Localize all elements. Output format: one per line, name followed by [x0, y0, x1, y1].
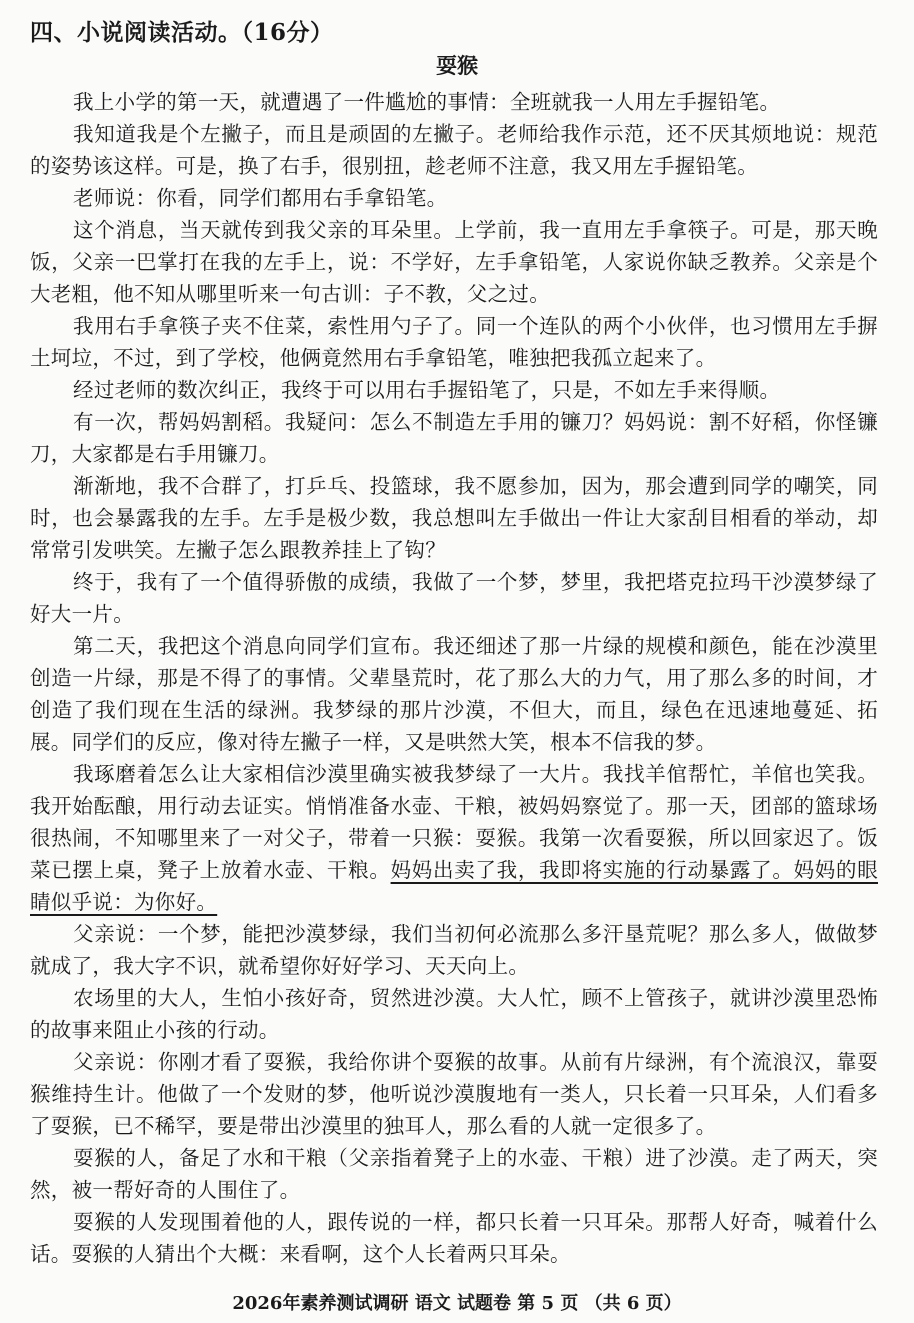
- paragraph: 经过老师的数次纠正，我终于可以用右手握铅笔了，只是，不如左手来得顺。: [73, 378, 781, 402]
- paragraph: 第二天，我把这个消息向同学们宣布。我还细述了那一片绿的规模和颜色，能在沙漠里创造一片绿，那是不得了的事情。父辈垦荒时，花了那么大的力气，用了那么多的时间，才创造了我们现在生活的绿洲。我梦绿的那片沙漠，不但大，而且，绿色在迅速地蔓延、拓展。同学们的反应，像对待左撇子一样，又是哄然大笑，根本不信我的梦。: [30, 634, 878, 754]
- paragraph: 父亲说：一个梦，能把沙漠梦绿，我们当初何必流那么多汗垦荒呢？那么多人，做做梦就成了，我大字不识，就希望你好好学习、天天向上。: [30, 922, 878, 978]
- paragraph: 我用右手拿筷子夹不住菜，索性用勺子了。同一个连队的两个小伙伴，也习惯用左手摒土坷垃，不过，到了学校，他俩竟然用右手拿铅笔，唯独把我孤立起来了。: [30, 314, 878, 370]
- paragraph: 有一次，帮妈妈割稻。我疑问：怎么不制造左手用的镰刀？妈妈说：割不好稻，你怪镰刀，大家都是右手用镰刀。: [30, 410, 878, 466]
- paragraph: 渐渐地，我不合群了，打乒乓、投篮球，我不愿参加，因为，那会遭到同学的嘲笑，同时，也会暴露我的左手。左手是极少数，我总想叫左手做出一件让大家刮目相看的举动，却常常引发哄笑。左撇子怎么跟教养挂上了钩？: [30, 474, 878, 562]
- underlined-sentence: 妈妈出卖了我，我即将实施的行动暴露了。妈妈的眼睛似乎说：为你好。: [30, 858, 878, 914]
- paragraph: 我上小学的第一天，就遭遇了一件尴尬的事情：全班就我一人用左手握铅笔。: [73, 90, 781, 114]
- story-body: [30, 86, 878, 1270]
- paragraph: 终于，我有了一个值得骄傲的成绩，我做了一个梦，梦里，我把塔克拉玛干沙漠梦绿了好大一片。: [30, 570, 878, 626]
- paragraph: 耍猴的人，备足了水和干粮（父亲指着凳子上的水壶、干粮）进了沙漠。走了两天，突然，被一帮好奇的人围住了。: [30, 1146, 878, 1202]
- paragraph-with-underline: [30, 758, 878, 918]
- page-footer: 2026年素养测试调研 语文 试题卷 第 5 页 （共 6 页）: [232, 1293, 682, 1314]
- story-title: 耍猴: [436, 53, 478, 78]
- paragraph: 农场里的大人，生怕小孩好奇，贸然进沙漠。大人忙，顾不上管孩子，就讲沙漠里恐怖的故事来阻止小孩的行动。: [30, 986, 878, 1042]
- section-title: 四、小说阅读活动。（16分）: [30, 19, 334, 46]
- paragraph: 这个消息，当天就传到我父亲的耳朵里。上学前，我一直用左手拿筷子。可是，那天晚饭，父亲一巴掌打在我的左手上，说：不学好，左手拿铅笔，人家说你缺乏教养。父亲是个大老粗，他不知从哪里听来一句古训：子不教，父之过。: [30, 218, 878, 306]
- paragraph: 父亲说：你刚才看了耍猴，我给你讲个耍猴的故事。从前有片绿洲，有个流浪汉，靠耍猴维持生计。他做了一个发财的梦，他听说沙漠腹地有一类人，只长着一只耳朵，人们看多了耍猴，已不稀罕，要是带出沙漠里的独耳人，那么看的人就一定很多了。: [30, 1050, 878, 1138]
- paragraph: 耍猴的人发现围着他的人，跟传说的一样，都只长着一只耳朵。那帮人好奇，喊着什么话。耍猴的人猜出个大概：来看啊，这个人长着两只耳朵。: [30, 1210, 878, 1266]
- paragraph-text: 我琢磨着怎么让大家相信沙漠里确实被我梦绿了一大片。我找羊倌帮忙，羊倌也笑我。我开始酝酿，用行动去证实。悄悄准备水壶、干粮，被妈妈察觉了。那一天，团部的篮球场很热闹，不知哪里来了一对父子，带着一只猴：耍猴。我第一次看耍猴，所以回家迟了。饭菜已摆上桌，凳子上放着水壶、干粮。: [30, 762, 878, 882]
- paragraph: 我知道我是个左撇子，而且是顽固的左撇子。老师给我作示范，还不厌其烦地说：规范的姿势该这样。可是，换了右手，很别扭，趁老师不注意，我又用左手握铅笔。: [30, 122, 878, 178]
- paragraph: 老师说：你看，同学们都用右手拿铅笔。: [73, 186, 448, 210]
